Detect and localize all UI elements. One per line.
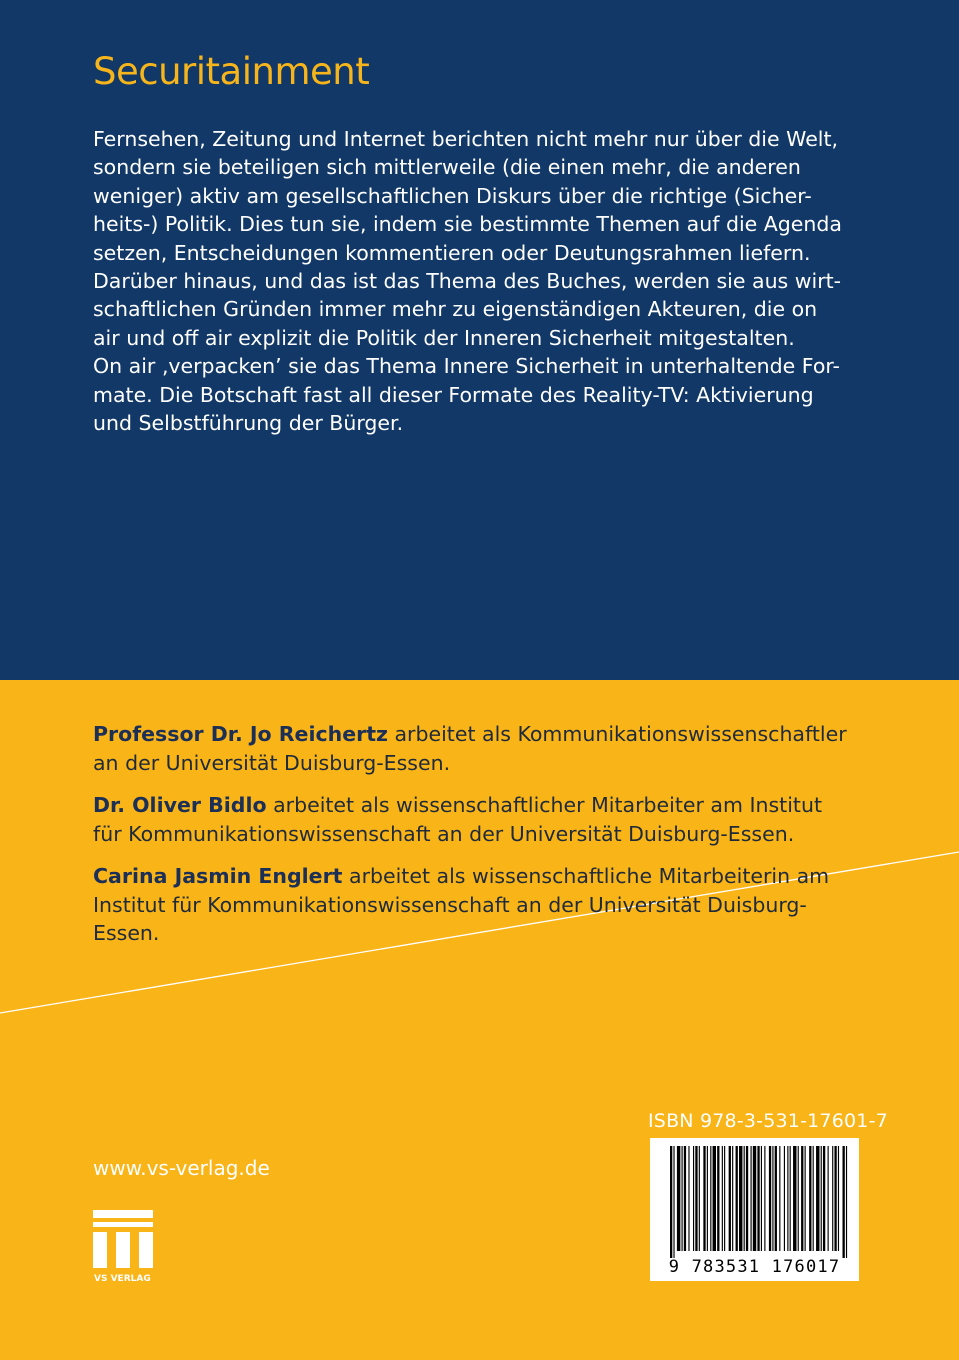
barcode-bar [744,1146,745,1251]
barcode-bar [729,1146,731,1251]
barcode-bar [736,1146,738,1251]
author-bio [93,862,873,948]
barcode-bar [732,1146,733,1251]
barcode-bar [717,1146,719,1251]
barcode-bar [670,1146,672,1258]
barcode-bar [838,1146,839,1251]
barcode-bar [722,1146,723,1251]
barcode-bar [724,1146,725,1251]
barcode-bar [790,1146,791,1251]
blurb-line: schaftlichen Gründen immer mehr zu eigenständigen Akteuren, die on [93,297,818,322]
barcode-bar [779,1146,780,1251]
author-bios [93,720,873,962]
barcode-digits: 9 783531 176017 [668,1257,841,1277]
blurb-line: air und off air explizit die Politik der Inneren Sicherheit mitgestalten. [93,325,795,350]
vs-verlag-logo-icon [93,1210,153,1284]
barcode-bar [821,1146,822,1251]
barcode-bar [828,1146,829,1251]
author-bio [93,720,873,777]
barcode-bar [805,1146,806,1251]
barcode-bar [746,1146,748,1251]
author-bio-text: für Kommunikationswissenschaft an der Universität Duisburg-Essen. [93,821,795,846]
barcode-bar [832,1146,833,1251]
barcode [650,1138,859,1281]
author-bio-text: arbeitet als wissenschaftliche Mitarbeiterin am [342,864,830,888]
barcode-bar [772,1146,773,1251]
blurb-line: setzen, Entscheidungen kommentieren oder Deutungsrahmen liefern. [93,240,811,265]
barcode-bar [823,1146,825,1251]
barcode-bar [761,1146,762,1251]
publisher-url[interactable]: www.vs-verlag.de [93,1156,270,1180]
barcode-bar [713,1146,716,1251]
author-bio [93,791,873,848]
barcode-bar [677,1146,680,1251]
book-blurb [93,125,863,437]
barcode-bar [757,1146,759,1251]
blurb-line: heits-) Politik. Dies tun sie, indem sie bestimmte Themen auf die Agenda [93,212,842,237]
blurb-line: und Selbstführung der Bürger. [93,411,404,436]
author-bio-text: Essen. [93,921,160,945]
blurb-line: Fernsehen, Zeitung und Internet berichten nicht mehr nur über die Welt, [93,127,839,151]
barcode-bar [688,1146,689,1251]
author-bio-text: arbeitet als wissenschaftlicher Mitarbeiter am Institut [266,793,822,817]
barcode-bar [846,1146,847,1258]
author-bio-text: Institut für Kommunikationswissenschaft an der Universität Duisburg- [93,892,807,917]
author-name: Dr. Oliver Bidlo [93,793,267,817]
author-name: Carina Jasmin Englert [93,864,343,888]
blurb-line: mate. Die Botschaft fast all dieser Formate des Reality-TV: Aktivierung [93,382,814,407]
barcode-bar [710,1146,711,1251]
barcode-bar [798,1146,799,1251]
barcode-bar [834,1146,836,1251]
barcode-bar [816,1146,819,1251]
barcode-bar [784,1146,785,1251]
barcode-bar [787,1146,788,1251]
barcode-bar [753,1146,756,1251]
barcode-bar [699,1146,700,1251]
logo-text: VS VERLAG [94,1274,151,1284]
barcode-bar [764,1146,765,1251]
barcode-bar [703,1146,705,1251]
barcode-bar [769,1146,771,1251]
author-bio-text: an der Universität Duisburg-Essen. [93,750,451,775]
barcode-bars [650,1138,859,1258]
blurb-line: On air ‚verpacken’ sie das Thema Innere Sicherheit in unterhaltende For- [93,354,840,379]
blurb-line: sondern sie beteiligen sich mittlerweile (die einen mehr, die anderen [93,155,801,180]
barcode-bar [673,1146,674,1258]
author-name: Professor Dr. Jo Reichertz [93,722,388,746]
barcode-bar [739,1146,742,1251]
barcode-bar [813,1146,814,1251]
barcode-bar [693,1146,694,1251]
barcode-bar [775,1146,777,1251]
barcode-bar [682,1146,683,1251]
barcode-bar [684,1146,686,1251]
book-title: Securitainment [93,50,370,93]
barcode-bar [801,1146,803,1251]
barcode-bar [809,1146,811,1251]
author-bio-text: arbeitet als Kommunikationswissenschaftler [387,722,847,746]
blurb-line: weniger) aktiv am gesellschaftlichen Diskurs über die richtige (Sicher- [93,183,812,208]
barcode-bar [707,1146,708,1251]
barcode-bar [843,1146,845,1258]
cover-bottom-panel [0,680,959,1360]
barcode-bar [695,1146,697,1251]
isbn-label: ISBN 978-3-531-17601-7 [648,1110,888,1132]
blurb-line: Darüber hinaus, und das ist das Thema des Buches, werden sie aus wirt- [93,269,842,294]
barcode-bar [793,1146,796,1251]
barcode-bar [751,1146,752,1251]
